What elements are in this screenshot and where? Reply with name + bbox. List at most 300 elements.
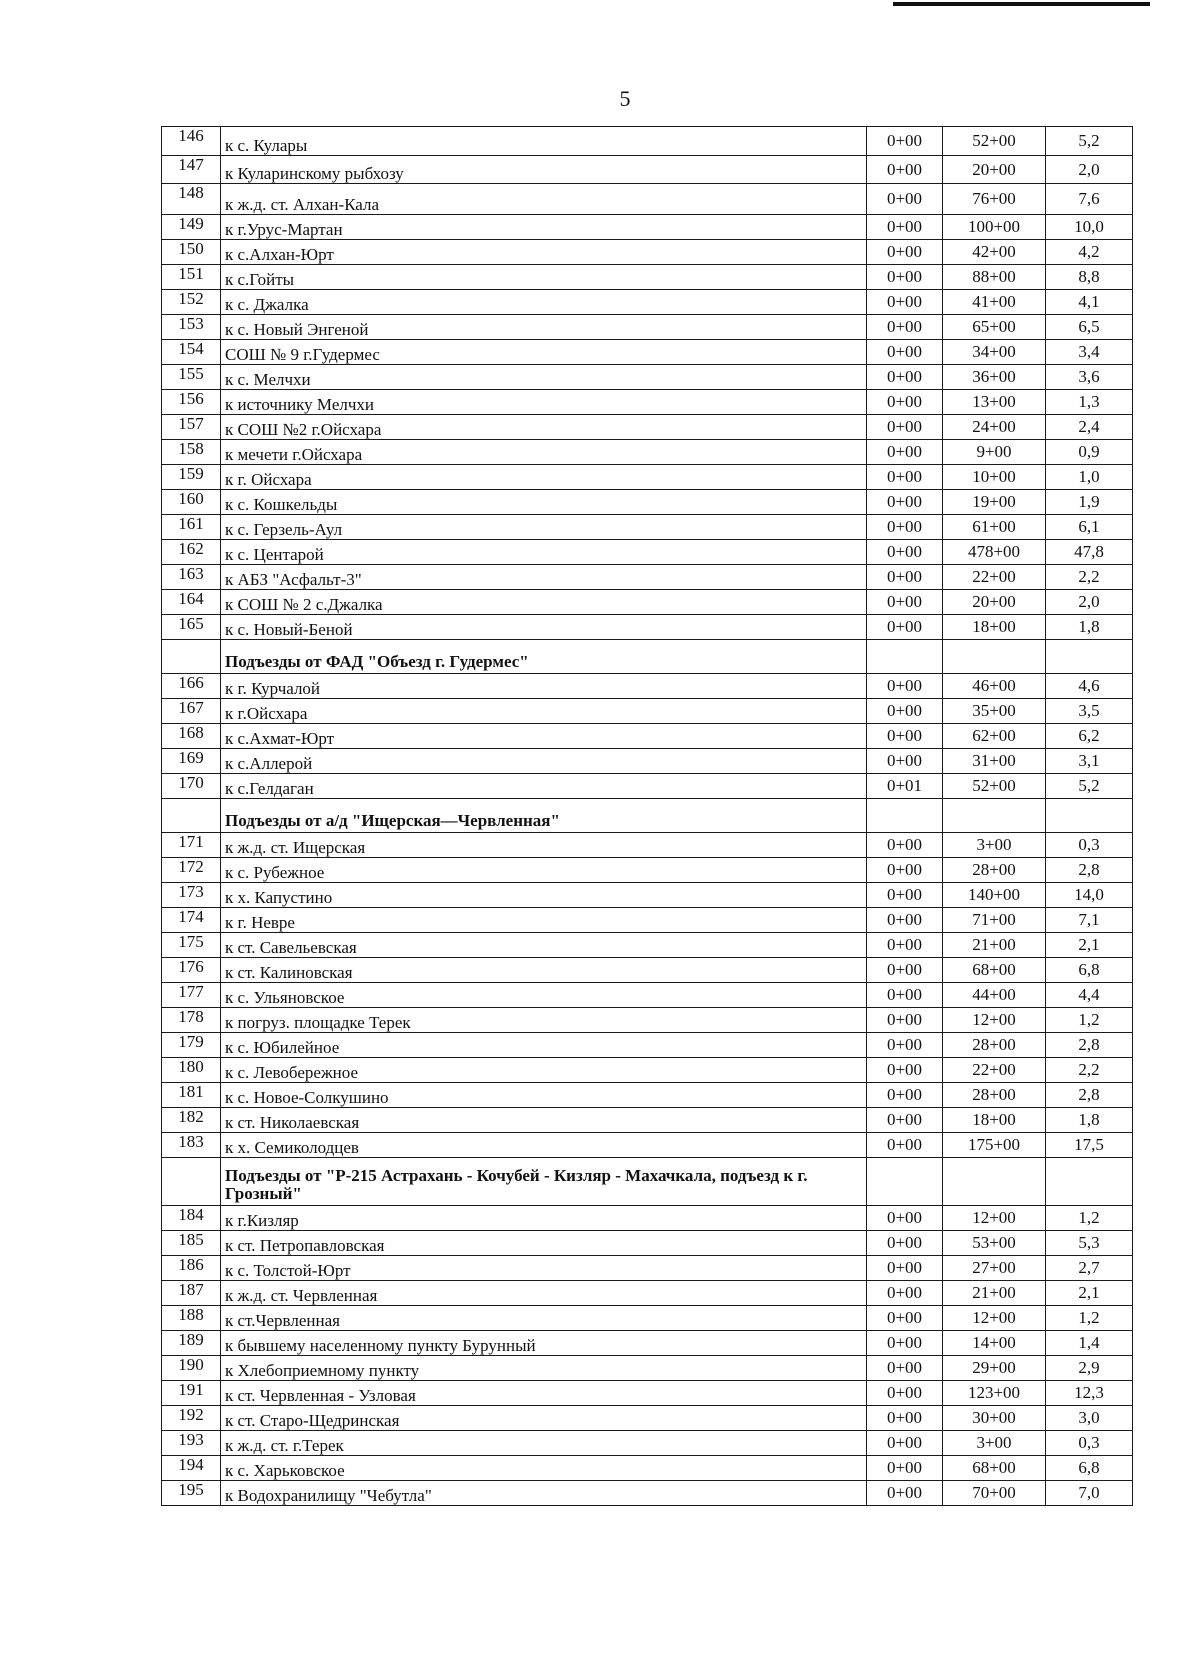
road-name: к погруз. площадке Терек: [221, 1008, 867, 1033]
length-km: 5,2: [1046, 127, 1133, 156]
row-number: 156: [162, 390, 221, 415]
row-number: 167: [162, 699, 221, 724]
length-km: 1,8: [1046, 1108, 1133, 1133]
start-km: 0+00: [867, 390, 943, 415]
table-row: [162, 833, 1133, 858]
row-number: 185: [162, 1231, 221, 1256]
end-km: 44+00: [943, 983, 1046, 1008]
road-name: Подъезды от а/д "Ищерская—Червленная": [221, 799, 867, 833]
table-row: [162, 908, 1133, 933]
length-km: 1,9: [1046, 490, 1133, 515]
end-km: 28+00: [943, 1033, 1046, 1058]
length-km: [1046, 1158, 1133, 1206]
table-row: [162, 1008, 1133, 1033]
road-name: к г.Кизляр: [221, 1206, 867, 1231]
table-row: [162, 240, 1133, 265]
length-km: 3,6: [1046, 365, 1133, 390]
start-km: 0+00: [867, 515, 943, 540]
length-km: 1,0: [1046, 465, 1133, 490]
length-km: 17,5: [1046, 1133, 1133, 1158]
table-row: [162, 1481, 1133, 1506]
road-name: к х. Капустино: [221, 883, 867, 908]
start-km: 0+00: [867, 415, 943, 440]
length-km: 2,2: [1046, 1058, 1133, 1083]
length-km: 3,5: [1046, 699, 1133, 724]
row-number: 168: [162, 724, 221, 749]
length-km: 7,1: [1046, 908, 1133, 933]
row-number: 190: [162, 1356, 221, 1381]
table-row: [162, 540, 1133, 565]
end-km: 71+00: [943, 908, 1046, 933]
start-km: 0+00: [867, 1033, 943, 1058]
start-km: 0+00: [867, 674, 943, 699]
start-km: 0+01: [867, 774, 943, 799]
end-km: 13+00: [943, 390, 1046, 415]
row-number: 149: [162, 215, 221, 240]
road-name: к с. Кошкельды: [221, 490, 867, 515]
table-row: [162, 1456, 1133, 1481]
section-header-row: [162, 640, 1133, 674]
table-row: [162, 1306, 1133, 1331]
row-number: 194: [162, 1456, 221, 1481]
road-name: к ж.д. ст. Алхан-Кала: [221, 184, 867, 215]
length-km: 2,0: [1046, 156, 1133, 184]
road-name: к бывшему населенному пункту Бурунный: [221, 1331, 867, 1356]
end-km: 62+00: [943, 724, 1046, 749]
length-km: 6,2: [1046, 724, 1133, 749]
table-row: [162, 749, 1133, 774]
start-km: 0+00: [867, 1381, 943, 1406]
row-number: 165: [162, 615, 221, 640]
road-name: к СОШ №2 г.Ойсхара: [221, 415, 867, 440]
table-row: [162, 724, 1133, 749]
end-km: 123+00: [943, 1381, 1046, 1406]
table-row: [162, 674, 1133, 699]
row-number: 187: [162, 1281, 221, 1306]
road-name: к с. Харьковское: [221, 1456, 867, 1481]
table-row: [162, 1406, 1133, 1431]
start-km: 0+00: [867, 958, 943, 983]
length-km: 6,1: [1046, 515, 1133, 540]
table-row: [162, 933, 1133, 958]
length-km: 12,3: [1046, 1381, 1133, 1406]
section-header-row: [162, 799, 1133, 833]
row-number: 181: [162, 1083, 221, 1108]
end-km: 18+00: [943, 1108, 1046, 1133]
road-name: к с. Юбилейное: [221, 1033, 867, 1058]
length-km: 0,9: [1046, 440, 1133, 465]
row-number: 161: [162, 515, 221, 540]
end-km: 20+00: [943, 590, 1046, 615]
end-km: 42+00: [943, 240, 1046, 265]
start-km: 0+00: [867, 1356, 943, 1381]
start-km: 0+00: [867, 1108, 943, 1133]
start-km: 0+00: [867, 1406, 943, 1431]
road-name: к с.Аллерой: [221, 749, 867, 774]
length-km: 6,8: [1046, 958, 1133, 983]
roads-table-body: [162, 127, 1133, 1506]
end-km: 36+00: [943, 365, 1046, 390]
row-number: 164: [162, 590, 221, 615]
table-row: [162, 983, 1133, 1008]
start-km: [867, 640, 943, 674]
end-km: 19+00: [943, 490, 1046, 515]
end-km: 46+00: [943, 674, 1046, 699]
start-km: [867, 1158, 943, 1206]
start-km: 0+00: [867, 240, 943, 265]
end-km: 30+00: [943, 1406, 1046, 1431]
row-number: 151: [162, 265, 221, 290]
length-km: 2,1: [1046, 1281, 1133, 1306]
end-km: [943, 1158, 1046, 1206]
table-row: [162, 340, 1133, 365]
row-number: 178: [162, 1008, 221, 1033]
row-number: 147: [162, 156, 221, 184]
road-name: к с. Мелчхи: [221, 365, 867, 390]
start-km: 0+00: [867, 156, 943, 184]
road-name: к с. Герзель-Аул: [221, 515, 867, 540]
row-number: 160: [162, 490, 221, 515]
row-number: 172: [162, 858, 221, 883]
length-km: 0,3: [1046, 1431, 1133, 1456]
start-km: 0+00: [867, 1456, 943, 1481]
end-km: 140+00: [943, 883, 1046, 908]
length-km: 47,8: [1046, 540, 1133, 565]
row-number: 195: [162, 1481, 221, 1506]
row-number: 155: [162, 365, 221, 390]
road-name: к ж.д. ст. г.Терек: [221, 1431, 867, 1456]
end-km: 27+00: [943, 1256, 1046, 1281]
row-number: 182: [162, 1108, 221, 1133]
start-km: 0+00: [867, 749, 943, 774]
end-km: 18+00: [943, 615, 1046, 640]
start-km: 0+00: [867, 540, 943, 565]
table-row: [162, 290, 1133, 315]
road-name: к с. Ульяновское: [221, 983, 867, 1008]
road-name: к мечети г.Ойсхара: [221, 440, 867, 465]
table-row: [162, 1083, 1133, 1108]
end-km: 24+00: [943, 415, 1046, 440]
length-km: 4,2: [1046, 240, 1133, 265]
road-name: к с.Гелдаган: [221, 774, 867, 799]
table-row: [162, 1133, 1133, 1158]
length-km: 6,5: [1046, 315, 1133, 340]
road-name: к ст. Николаевская: [221, 1108, 867, 1133]
road-name: к г. Курчалой: [221, 674, 867, 699]
row-number: 192: [162, 1406, 221, 1431]
row-number: 184: [162, 1206, 221, 1231]
road-name: к ж.д. ст. Червленная: [221, 1281, 867, 1306]
length-km: 1,8: [1046, 615, 1133, 640]
length-km: 7,0: [1046, 1481, 1133, 1506]
row-number: 170: [162, 774, 221, 799]
end-km: 28+00: [943, 1083, 1046, 1108]
start-km: 0+00: [867, 615, 943, 640]
table-row: [162, 1058, 1133, 1083]
table-row: [162, 1256, 1133, 1281]
start-km: 0+00: [867, 1058, 943, 1083]
end-km: 61+00: [943, 515, 1046, 540]
end-km: [943, 799, 1046, 833]
row-number: 154: [162, 340, 221, 365]
end-km: 12+00: [943, 1306, 1046, 1331]
start-km: 0+00: [867, 1281, 943, 1306]
start-km: 0+00: [867, 127, 943, 156]
row-number: 188: [162, 1306, 221, 1331]
start-km: 0+00: [867, 1133, 943, 1158]
length-km: 10,0: [1046, 215, 1133, 240]
road-name: СОШ № 9 г.Гудермес: [221, 340, 867, 365]
row-number: 189: [162, 1331, 221, 1356]
start-km: 0+00: [867, 465, 943, 490]
row-number: 157: [162, 415, 221, 440]
row-number: [162, 799, 221, 833]
end-km: 29+00: [943, 1356, 1046, 1381]
road-name: к ст. Савельевская: [221, 933, 867, 958]
length-km: 2,8: [1046, 1033, 1133, 1058]
table-row: [162, 883, 1133, 908]
end-km: 14+00: [943, 1331, 1046, 1356]
row-number: 191: [162, 1381, 221, 1406]
table-row: [162, 415, 1133, 440]
end-km: 12+00: [943, 1008, 1046, 1033]
length-km: 7,6: [1046, 184, 1133, 215]
table-row: [162, 365, 1133, 390]
road-name: к с. Новый Энгеной: [221, 315, 867, 340]
road-name: к ст. Петропавловская: [221, 1231, 867, 1256]
start-km: 0+00: [867, 1306, 943, 1331]
row-number: 159: [162, 465, 221, 490]
road-name: к Куларинскому рыбхозу: [221, 156, 867, 184]
length-km: 2,2: [1046, 565, 1133, 590]
length-km: 3,4: [1046, 340, 1133, 365]
start-km: 0+00: [867, 565, 943, 590]
road-name: к с. Кулары: [221, 127, 867, 156]
table-row: [162, 858, 1133, 883]
road-name: к г. Невре: [221, 908, 867, 933]
row-number: 176: [162, 958, 221, 983]
end-km: 52+00: [943, 127, 1046, 156]
road-name: к с. Толстой-Юрт: [221, 1256, 867, 1281]
table-row: [162, 699, 1133, 724]
end-km: 175+00: [943, 1133, 1046, 1158]
road-name: к Водохранилищу "Чебутла": [221, 1481, 867, 1506]
table-row: [162, 515, 1133, 540]
start-km: 0+00: [867, 440, 943, 465]
road-name: к с.Ахмат-Юрт: [221, 724, 867, 749]
start-km: 0+00: [867, 1206, 943, 1231]
length-km: 2,8: [1046, 858, 1133, 883]
end-km: 10+00: [943, 465, 1046, 490]
road-name: к с. Новый-Беной: [221, 615, 867, 640]
row-number: 186: [162, 1256, 221, 1281]
length-km: 4,1: [1046, 290, 1133, 315]
length-km: 5,3: [1046, 1231, 1133, 1256]
start-km: 0+00: [867, 858, 943, 883]
table-row: [162, 215, 1133, 240]
table-row: [162, 1231, 1133, 1256]
end-km: 70+00: [943, 1481, 1046, 1506]
road-name: к ж.д. ст. Ищерская: [221, 833, 867, 858]
end-km: 65+00: [943, 315, 1046, 340]
start-km: 0+00: [867, 590, 943, 615]
end-km: 3+00: [943, 1431, 1046, 1456]
row-number: 158: [162, 440, 221, 465]
row-number: 163: [162, 565, 221, 590]
length-km: 8,8: [1046, 265, 1133, 290]
row-number: 162: [162, 540, 221, 565]
row-number: [162, 1158, 221, 1206]
road-name: Подъезды от "Р-215 Астрахань - Кочубей - Кизляр - Махачкала, подъезд к г. Грозный": [221, 1158, 867, 1206]
length-km: 2,4: [1046, 415, 1133, 440]
start-km: 0+00: [867, 184, 943, 215]
end-km: 3+00: [943, 833, 1046, 858]
section-header-row: [162, 1158, 1133, 1206]
row-number: 179: [162, 1033, 221, 1058]
start-km: 0+00: [867, 290, 943, 315]
end-km: 21+00: [943, 933, 1046, 958]
row-number: 148: [162, 184, 221, 215]
table-row: [162, 127, 1133, 156]
table-row: [162, 1431, 1133, 1456]
end-km: 22+00: [943, 565, 1046, 590]
road-name: к ст. Калиновская: [221, 958, 867, 983]
start-km: 0+00: [867, 365, 943, 390]
start-km: 0+00: [867, 1008, 943, 1033]
road-name: к Хлебоприемному пункту: [221, 1356, 867, 1381]
road-name: к ст. Старо-Щедринская: [221, 1406, 867, 1431]
end-km: 21+00: [943, 1281, 1046, 1306]
road-name: к с. Левобережное: [221, 1058, 867, 1083]
length-km: 4,6: [1046, 674, 1133, 699]
length-km: 2,1: [1046, 933, 1133, 958]
length-km: 4,4: [1046, 983, 1133, 1008]
row-number: [162, 640, 221, 674]
row-number: 173: [162, 883, 221, 908]
table-row: [162, 156, 1133, 184]
end-km: 68+00: [943, 958, 1046, 983]
start-km: 0+00: [867, 883, 943, 908]
length-km: 3,0: [1046, 1406, 1133, 1431]
end-km: 34+00: [943, 340, 1046, 365]
end-km: 20+00: [943, 156, 1046, 184]
end-km: 88+00: [943, 265, 1046, 290]
table-row: [162, 184, 1133, 215]
roads-table: [161, 126, 1133, 1506]
table-row: [162, 390, 1133, 415]
row-number: 171: [162, 833, 221, 858]
road-name: к с. Джалка: [221, 290, 867, 315]
row-number: 180: [162, 1058, 221, 1083]
end-km: 76+00: [943, 184, 1046, 215]
row-number: 152: [162, 290, 221, 315]
length-km: 1,2: [1046, 1206, 1133, 1231]
length-km: 5,2: [1046, 774, 1133, 799]
start-km: 0+00: [867, 490, 943, 515]
row-number: 177: [162, 983, 221, 1008]
table-row: [162, 565, 1133, 590]
start-km: 0+00: [867, 1431, 943, 1456]
start-km: 0+00: [867, 1231, 943, 1256]
road-name: к источнику Мелчхи: [221, 390, 867, 415]
table-row: [162, 1206, 1133, 1231]
end-km: 22+00: [943, 1058, 1046, 1083]
road-name: к с.Алхан-Юрт: [221, 240, 867, 265]
road-name: к х. Семиколодцев: [221, 1133, 867, 1158]
start-km: 0+00: [867, 933, 943, 958]
end-km: 9+00: [943, 440, 1046, 465]
table-row: [162, 490, 1133, 515]
start-km: 0+00: [867, 1331, 943, 1356]
row-number: 150: [162, 240, 221, 265]
top-rule: [893, 2, 1150, 6]
table-row: [162, 440, 1133, 465]
table-row: [162, 590, 1133, 615]
row-number: 174: [162, 908, 221, 933]
end-km: 53+00: [943, 1231, 1046, 1256]
row-number: 166: [162, 674, 221, 699]
table-row: [162, 1281, 1133, 1306]
end-km: 41+00: [943, 290, 1046, 315]
road-name: к СОШ № 2 с.Джалка: [221, 590, 867, 615]
row-number: 175: [162, 933, 221, 958]
length-km: 1,2: [1046, 1008, 1133, 1033]
table-row: [162, 1033, 1133, 1058]
road-name: к с. Новое-Солкушино: [221, 1083, 867, 1108]
road-name: к с.Гойты: [221, 265, 867, 290]
road-name: к ст.Червленная: [221, 1306, 867, 1331]
table-row: [162, 958, 1133, 983]
start-km: 0+00: [867, 908, 943, 933]
length-km: 1,4: [1046, 1331, 1133, 1356]
table-row: [162, 615, 1133, 640]
road-name: к АБЗ "Асфальт-3": [221, 565, 867, 590]
length-km: 2,0: [1046, 590, 1133, 615]
length-km: [1046, 640, 1133, 674]
end-km: 52+00: [943, 774, 1046, 799]
start-km: 0+00: [867, 265, 943, 290]
table-row: [162, 1331, 1133, 1356]
table-row: [162, 1381, 1133, 1406]
road-name: к г. Ойсхара: [221, 465, 867, 490]
table-row: [162, 774, 1133, 799]
table-row: [162, 1108, 1133, 1133]
start-km: 0+00: [867, 315, 943, 340]
table-row: [162, 265, 1133, 290]
road-name: к с. Центарой: [221, 540, 867, 565]
start-km: 0+00: [867, 833, 943, 858]
road-name: к ст. Червленная - Узловая: [221, 1381, 867, 1406]
start-km: 0+00: [867, 340, 943, 365]
length-km: 0,3: [1046, 833, 1133, 858]
length-km: [1046, 799, 1133, 833]
end-km: [943, 640, 1046, 674]
length-km: 1,2: [1046, 1306, 1133, 1331]
start-km: 0+00: [867, 1481, 943, 1506]
row-number: 146: [162, 127, 221, 156]
length-km: 2,9: [1046, 1356, 1133, 1381]
road-name: к с. Рубежное: [221, 858, 867, 883]
road-name: Подъезды от ФАД "Объезд г. Гудермес": [221, 640, 867, 674]
start-km: 0+00: [867, 1256, 943, 1281]
length-km: 2,7: [1046, 1256, 1133, 1281]
row-number: 169: [162, 749, 221, 774]
end-km: 478+00: [943, 540, 1046, 565]
end-km: 35+00: [943, 699, 1046, 724]
start-km: 0+00: [867, 1083, 943, 1108]
start-km: 0+00: [867, 215, 943, 240]
length-km: 6,8: [1046, 1456, 1133, 1481]
